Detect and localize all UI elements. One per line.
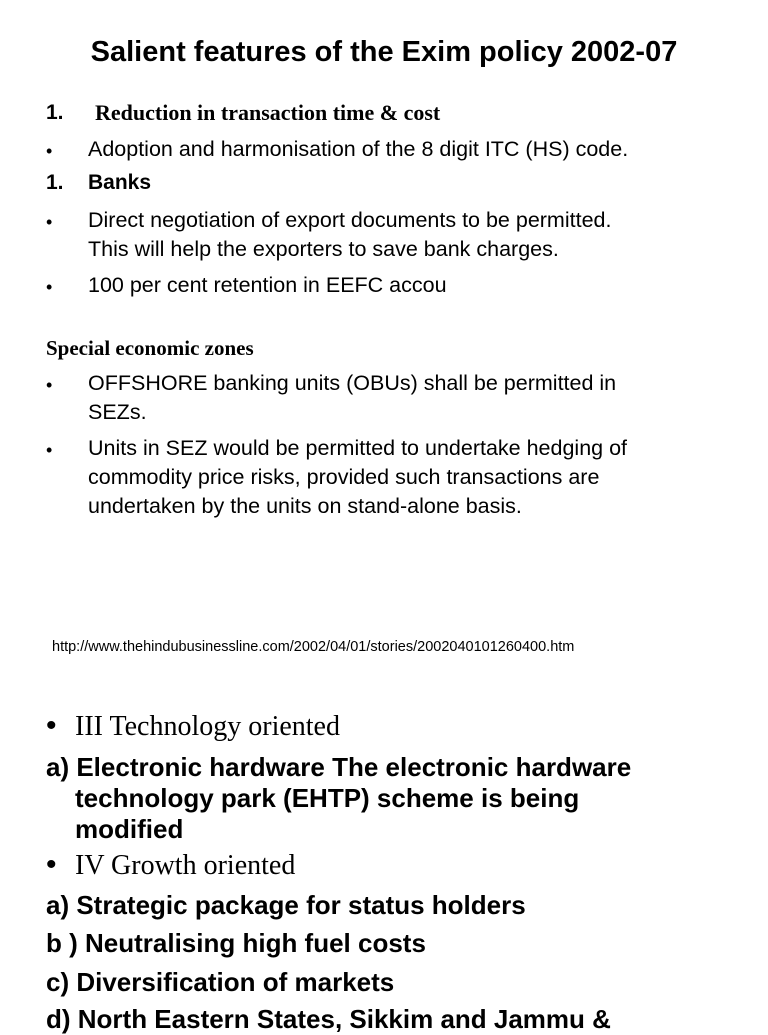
sez-heading: Special economic zones [46,336,254,360]
section2-bullet1-line1: Direct negotiation of export documents to be permitted. [88,208,612,232]
tech-item-a-line2: technology park (EHTP) scheme is being [75,783,580,813]
source-link[interactable]: http://www.thehindubusinessline.com/2002/04/01/stories/2002040101260400.htm [52,639,575,655]
tech-heading: III Technology oriented [75,711,340,742]
section2-bullet1-line2: This will help the exporters to save bank charges. [88,237,559,261]
section2-bullet2: 100 per cent retention in EEFC accou [88,273,447,297]
growth-item-b: b ) Neutralising high fuel costs [46,928,426,958]
growth-item-d: d) North Eastern States, Sikkim and Jammu & [46,1004,611,1034]
section1-number: 1. [46,101,64,124]
bullet-icon: • [46,709,57,742]
sez-bullet2-line2: commodity price risks, provided such transactions are [88,465,600,489]
sez-bullet2-line3: undertaken by the units on stand-alone basis. [88,494,522,518]
growth-heading: IV Growth oriented [75,850,296,881]
bullet-icon: • [46,440,53,460]
bullet-icon: • [46,212,53,232]
bullet-icon: • [46,277,53,297]
bullet-icon: • [46,848,57,881]
bullet-icon: • [46,375,53,395]
growth-item-c: c) Diversification of markets [46,967,395,997]
section1-bullet: Adoption and harmonisation of the 8 digit ITC (HS) code. [88,137,629,161]
tech-item-a-line1: a) Electronic hardware The electronic hardware [46,752,632,782]
sez-bullet1-line1: OFFSHORE banking units (OBUs) shall be permitted in [88,371,617,395]
sez-bullet1-line2: SEZs. [88,400,147,424]
bullet-icon: • [46,141,53,161]
page-title: Salient features of the Exim policy 2002-07 [90,36,678,68]
section1-heading: Reduction in transaction time & cost [95,100,441,125]
tech-item-a-line3: modified [75,814,184,844]
growth-item-a: a) Strategic package for status holders [46,890,526,920]
section2-number: 1. [46,171,64,194]
section2-heading: Banks [88,171,152,194]
sez-bullet2-line1: Units in SEZ would be permitted to undertake hedging of [88,436,628,460]
